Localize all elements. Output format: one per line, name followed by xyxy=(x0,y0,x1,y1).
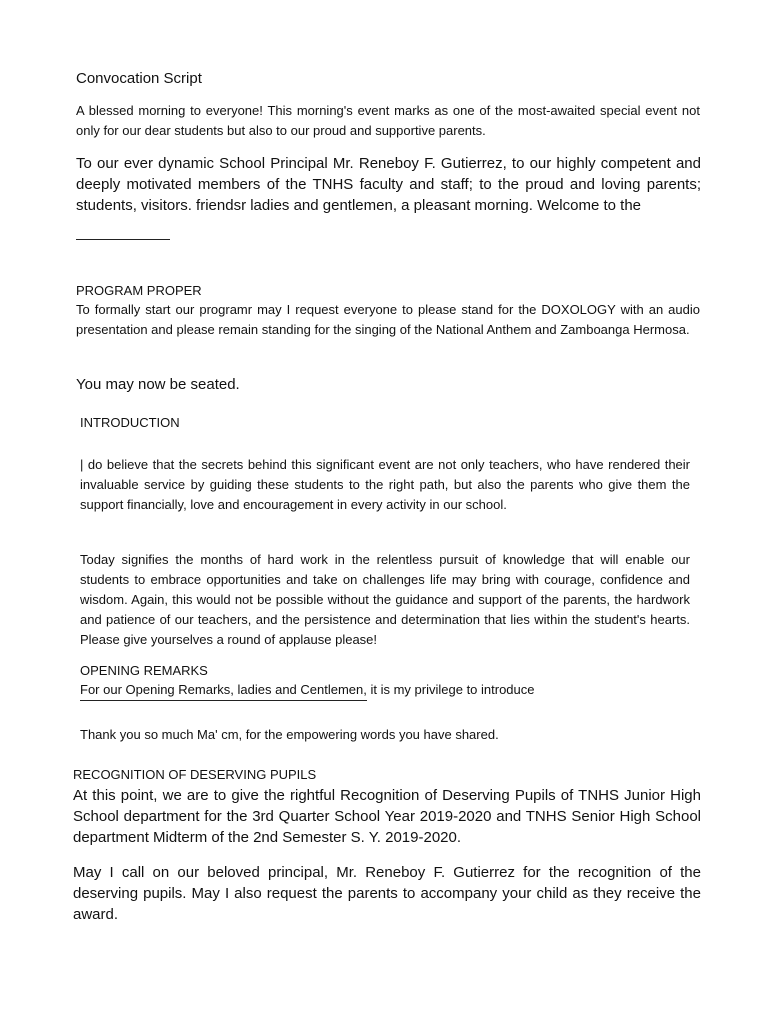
opening-remarks-thanks: Thank you so much Ma' cm, for the empowering words you have shared. xyxy=(80,727,499,742)
opening-remarks-underlined-text: For our Opening Remarks, ladies and Centlemen, xyxy=(80,680,367,701)
recognition-heading: RECOGNITION OF DESERVING PUPILS xyxy=(73,767,317,782)
opening-remarks-line xyxy=(80,680,700,701)
document-title: Convocation Script xyxy=(76,70,202,87)
recognition-paragraph-1: At this point, we are to give the rightful Recognition of Deserving Pupils of TNHS Junior High School department for the 3rd Quarter School Year 2019-2020 and TNHS Senior High School department Midterm of the 2nd Semester S. Y. 2019-2020. xyxy=(73,787,701,846)
program-proper-text: To formally start our programr may I request everyone to please stand for the DOXOLOGY with an audio presentation and please remain standing for the singing of the National Anthem and Zamboanga Hermosa. xyxy=(76,302,700,337)
intro-paragraph: A blessed morning to everyone! This morning's event marks as one of the most-awaited special event not only for our dear students but also to our proud and supportive parents. xyxy=(76,103,700,138)
recognition-paragraph-2: May I call on our beloved principal, Mr. Reneboy F. Gutierrez for the recognition of the deserving pupils. May I also request the parents to accompany your child as they receive the award. xyxy=(73,864,701,923)
greeting-paragraph: To our ever dynamic School Principal Mr. Reneboy F. Gutierrez, to our highly competent and deeply motivated members of the TNHS faculty and staff; to the proud and loving parents; students, visitors. friendsr ladies and gentlemen, a pleasant morning. Welcome to the xyxy=(76,155,701,214)
seated-text: You may now be seated. xyxy=(76,376,240,393)
introduction-paragraph-2: Today signifies the months of hard work in the relentless pursuit of knowledge that will enable our students to embrace opportunities and take on challenges life may bring with courage, confidence and wisdom. Again, this would not be possible without the guidance and support of the parents, the hardwork and patience of our teachers, and the persistence and determination that lies within the student's hearts. Please give yourselves a round of applause please! xyxy=(80,552,690,647)
introduction-heading: INTRODUCTION xyxy=(80,415,180,430)
opening-remarks-heading: OPENING REMARKS xyxy=(80,663,208,678)
program-proper-heading: PROGRAM PROPER xyxy=(76,283,202,298)
introduction-paragraph-1: | do believe that the secrets behind this significant event are not only teachers, who have rendered their invaluable service by guiding these students to the right path, but also the parents who give them the support financially, love and encouragement in every activity in our school. xyxy=(80,457,690,512)
fill-in-blank-line xyxy=(76,239,170,240)
opening-remarks-text-rest: it is my privilege to introduce xyxy=(366,682,535,697)
